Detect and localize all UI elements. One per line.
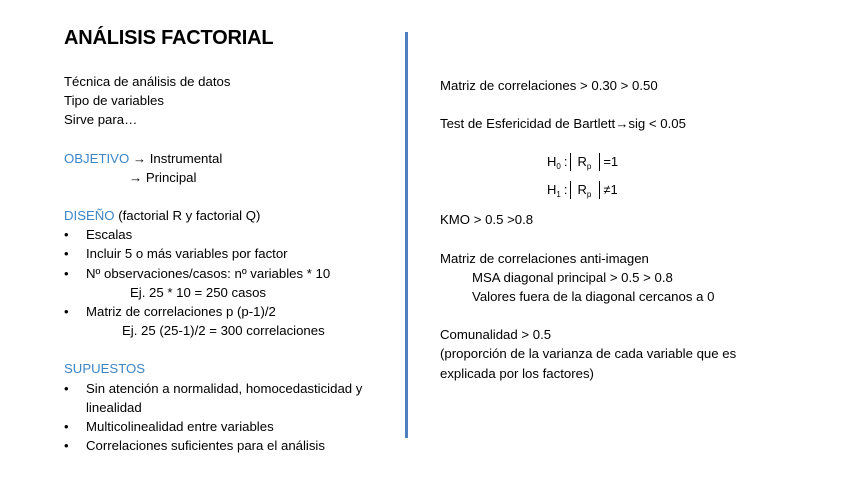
objetivo-line xyxy=(64,168,399,187)
antiimagen-line: Matriz de correlaciones anti-imagen xyxy=(440,250,649,266)
objetivo-item: Instrumental xyxy=(149,150,223,166)
diseno-line xyxy=(64,206,399,225)
kmo-line: KMO > 0.5 >0.8 xyxy=(440,212,534,228)
bartlett-line: Test de Esfericidad de Bartlett→sig < 0.05 xyxy=(440,116,686,132)
diseno-example: Ej. 25 (25-1)/2 = 300 correlaciones xyxy=(122,323,325,339)
msa-line: MSA diagonal principal > 0.5 > 0.8 xyxy=(472,269,673,285)
slide-title: ANÁLISIS FACTORIAL xyxy=(64,27,274,49)
intro-line: Tipo de variables xyxy=(64,93,164,109)
proporcion-line: explicada por los factores) xyxy=(440,365,594,381)
supuestos-continuation: linealidad xyxy=(86,399,142,415)
arrow-icon: → xyxy=(129,169,143,185)
equation-h1: H 1 : R p ≠ 1 xyxy=(547,182,618,199)
diseno-bullet: • Escalas xyxy=(64,225,399,244)
matriz-line: Matriz de correlaciones > 0.30 > 0.50 xyxy=(440,78,658,93)
supuestos-bullet: • Multicolinealidad entre variables xyxy=(64,417,399,436)
equation-h0: H 0 : R p = 1 xyxy=(547,154,619,171)
objetivo-heading: OBJETIVO xyxy=(64,150,130,166)
diseno-heading: DISEÑO xyxy=(64,208,115,224)
left-column xyxy=(64,72,399,455)
diseno-example: Ej. 25 * 10 = 250 casos xyxy=(130,284,266,300)
supuestos-bullet: • Sin atención a normalidad, homocedasticidad y xyxy=(64,379,399,398)
diseno-bullet: • Matriz de correlaciones p (p-1)/2 xyxy=(64,302,399,321)
vertical-divider xyxy=(405,32,408,438)
intro-line: Técnica de análisis de datos xyxy=(64,74,231,89)
comunalidad-line: Comunalidad > 0.5 xyxy=(440,327,552,343)
intro-line: Sirve para… xyxy=(64,112,138,128)
arrow-icon: → xyxy=(132,150,147,166)
diseno-subtitle: (factorial R y factorial Q) xyxy=(118,208,261,224)
supuestos-bullet: • Correlaciones suficientes para el análisis xyxy=(64,436,399,455)
right-column xyxy=(440,76,780,383)
diseno-bullet: • Nº observaciones/casos: nº variables * 10 xyxy=(64,264,399,283)
supuestos-heading: SUPUESTOS xyxy=(64,361,146,377)
objetivo-line xyxy=(64,149,399,168)
diseno-bullet: • Incluir 5 o más variables por factor xyxy=(64,244,399,263)
bartlett-equations xyxy=(547,148,618,204)
proporcion-line: (proporción de la varianza de cada variable que es xyxy=(440,346,737,362)
fuera-line: Valores fuera de la diagonal cercanos a 0 xyxy=(472,289,715,305)
objetivo-item: Principal xyxy=(145,169,197,185)
